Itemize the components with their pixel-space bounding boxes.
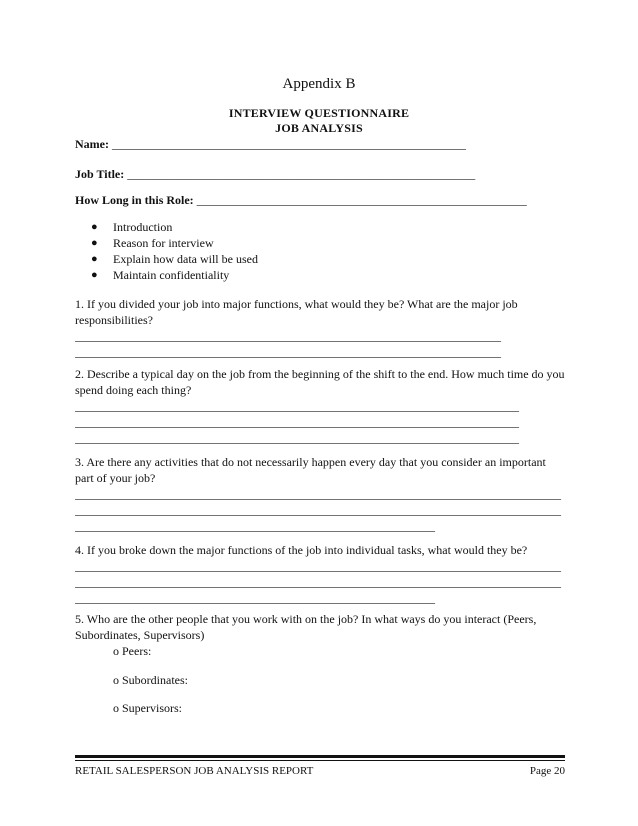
answer-line[interactable]: _________________________________________________________________________________ xyxy=(75,503,561,517)
footer-page-number: Page 20 xyxy=(529,765,565,777)
answer-line[interactable]: _______________________________________________________________________ xyxy=(75,329,501,343)
footer-rule-thin xyxy=(75,760,565,761)
answer-line[interactable]: __________________________________________________________________________ xyxy=(75,399,519,413)
question-2 xyxy=(75,366,565,446)
job-title-blank-line[interactable]: __________________________________________________________ xyxy=(127,167,476,181)
list-item: ● Reason for interview xyxy=(91,236,214,250)
question-5 xyxy=(75,611,565,643)
answer-line[interactable]: _______________________________________________________________________ xyxy=(75,345,501,359)
bullet-icon: ● xyxy=(91,269,98,281)
option-peers: o Peers: xyxy=(113,644,152,658)
answer-line[interactable]: __________________________________________________________________________ xyxy=(75,431,519,445)
question-3-text: 3. Are there any activities that do not necessarily happen every day that you consider an important part of your job? xyxy=(75,455,546,485)
bullet-icon: ● xyxy=(91,237,98,249)
job-title-field[interactable] xyxy=(75,167,475,182)
how-long-label: How Long in this Role: xyxy=(75,193,194,207)
question-1-text: 1. If you divided your job into major functions, what would they be? What are the major job responsibilities? xyxy=(75,297,518,327)
question-4-text: 4. If you broke down the major functions of the job into individual tasks, what would they be? xyxy=(75,543,528,557)
interview-steps-list xyxy=(75,219,258,283)
answer-line[interactable]: ____________________________________________________________ xyxy=(75,519,435,533)
bullet-icon: ● xyxy=(91,253,98,265)
question-4 xyxy=(75,542,565,606)
question-5-text: 5. Who are the other people that you work with on the job? In what ways do you interact (Peers, Subordinates, Supervisors) xyxy=(75,612,537,642)
list-item: ● Explain how data will be used xyxy=(91,252,258,266)
name-field[interactable] xyxy=(75,137,466,152)
answer-line[interactable]: __________________________________________________________________________ xyxy=(75,415,519,429)
name-blank-line[interactable]: ___________________________________________________________ xyxy=(111,137,466,151)
answer-line[interactable]: _________________________________________________________________________________ xyxy=(75,487,561,501)
appendix-title: Appendix B xyxy=(282,76,356,92)
answer-line[interactable]: _________________________________________________________________________________ xyxy=(75,575,561,589)
question-2-text: 2. Describe a typical day on the job from the beginning of the shift to the end. How much time do you spend doing each thing? xyxy=(75,367,565,397)
footer-rule-thick xyxy=(75,755,565,758)
option-supervisors: o Supervisors: xyxy=(113,701,182,715)
list-item: ● Maintain confidentiality xyxy=(91,268,230,282)
bullet-icon: ● xyxy=(91,221,98,233)
name-label: Name: xyxy=(75,137,109,151)
job-title-label: Job Title: xyxy=(75,167,125,181)
answer-line[interactable]: ____________________________________________________________ xyxy=(75,591,435,605)
footer-report-title: RETAIL SALESPERSON JOB ANALYSIS REPORT xyxy=(75,765,314,777)
how-long-field[interactable] xyxy=(75,193,527,208)
question-1 xyxy=(75,296,565,360)
option-subordinates: o Subordinates: xyxy=(113,673,188,687)
heading-interview-questionnaire: INTERVIEW QUESTIONNAIRE xyxy=(228,106,410,120)
heading-job-analysis: JOB ANALYSIS xyxy=(275,121,363,135)
list-item: ● Introduction xyxy=(91,220,173,234)
answer-line[interactable]: _________________________________________________________________________________ xyxy=(75,559,561,573)
question-3 xyxy=(75,454,565,534)
how-long-blank-line[interactable]: _______________________________________________________ xyxy=(196,193,527,207)
